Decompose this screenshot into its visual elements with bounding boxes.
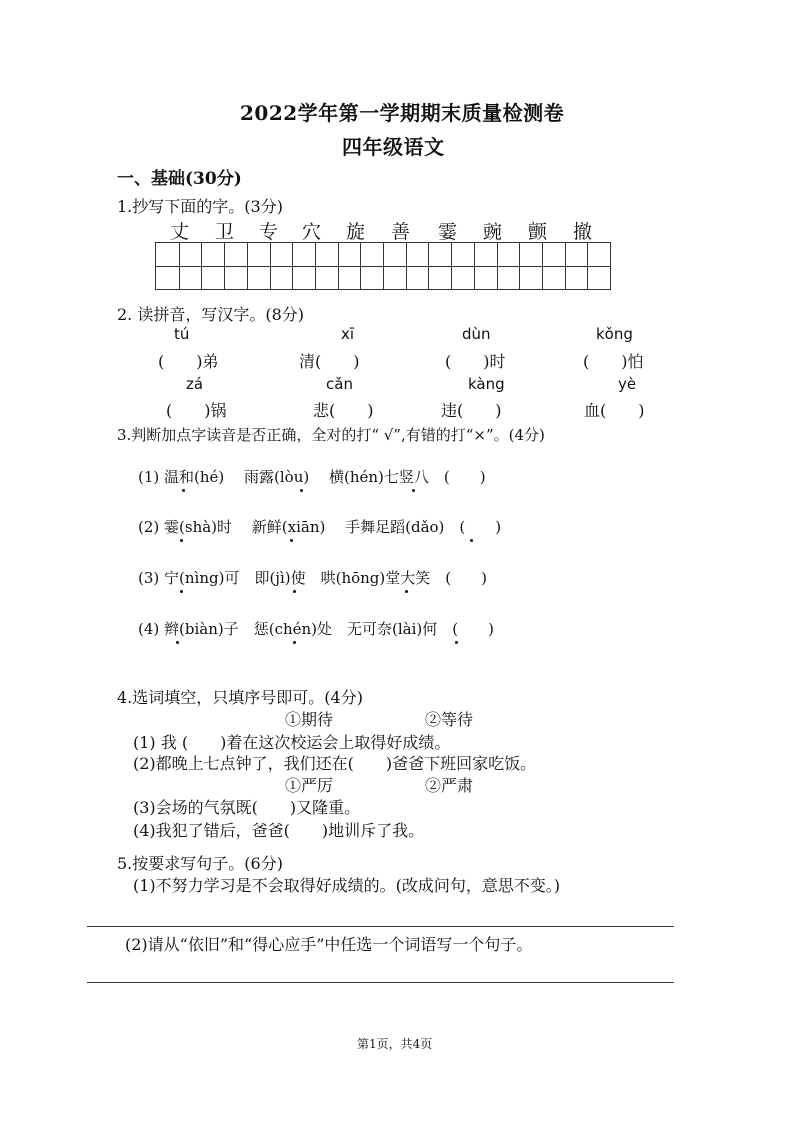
q4-sentence[interactable]: (3)会场的气氛既( )又隆重。 xyxy=(133,798,361,817)
q3-item[interactable]: (1) 温和(hé) 雨露(lòu) 横(hén)七竖八 ( ) xyxy=(138,468,486,486)
q1-char: 霎 xyxy=(438,221,458,243)
pinyin: kàng xyxy=(468,375,505,393)
q2-item[interactable]: 清( ) xyxy=(299,352,360,371)
section-heading: 一、基础(30分) xyxy=(117,169,242,189)
q4-sentence[interactable]: (2)都晚上七点钟了，我们还在( )爸爸下班回家吃饭。 xyxy=(133,754,537,773)
grid-column-line xyxy=(224,243,225,289)
pinyin: kǒng xyxy=(596,325,633,343)
q1-char: 颤 xyxy=(528,221,548,243)
grid-column-line xyxy=(428,243,429,289)
q1-prompt: 1.抄写下面的字。(3分) xyxy=(117,197,283,216)
q1-char: 善 xyxy=(391,221,411,243)
q2-item[interactable]: 悲( ) xyxy=(313,401,374,420)
emphasis-dot xyxy=(412,489,415,492)
emphasis-dot xyxy=(293,641,296,644)
grid-column-line xyxy=(270,243,271,289)
emphasis-dot xyxy=(300,489,303,492)
q1-char: 旋 xyxy=(346,221,366,243)
grid-column-line xyxy=(519,243,520,289)
q1-char: 豌 xyxy=(483,221,503,243)
grid-column-line xyxy=(451,243,452,289)
pinyin: cǎn xyxy=(326,375,353,393)
answer-line[interactable] xyxy=(87,982,674,983)
pinyin: dùn xyxy=(462,325,491,343)
exam-subtitle: 四年级语文 xyxy=(342,135,445,159)
q2-item[interactable]: ( )锅 xyxy=(166,401,227,420)
q4-prompt: 4.选词填空，只填序号即可。(4分) xyxy=(117,688,363,707)
q3-item[interactable]: (4) 辫(biàn)子 惩(chén)处 无可奈(lài)何 ( ) xyxy=(138,620,494,638)
q1-char: 专 xyxy=(259,221,279,243)
q2-item[interactable]: 血( ) xyxy=(584,401,645,420)
q1-char: 丈 xyxy=(170,221,190,243)
q2-item[interactable]: ( )怕 xyxy=(583,352,644,371)
grid-column-line xyxy=(292,243,293,289)
q5-sub1: (1)不努力学习是不会取得好成绩的。(改成问句，意思不变。) xyxy=(133,876,561,895)
emphasis-dot xyxy=(405,590,408,593)
grid-column-line xyxy=(315,243,316,289)
emphasis-dot xyxy=(176,641,179,644)
q4-option: ①期待 xyxy=(285,710,334,729)
q4-sentence[interactable]: (4)我犯了错后，爸爸( )地训斥了我。 xyxy=(133,821,425,840)
emphasis-dot xyxy=(182,489,185,492)
q4-option: ①严厉 xyxy=(285,776,334,795)
q3-item[interactable]: (2) 霎(shà)时 新鲜(xiān) 手舞足蹈(dǎo) ( ) xyxy=(138,518,502,536)
emphasis-dot xyxy=(180,590,183,593)
q3-item[interactable]: (3) 宁(nìng)可 即(jì)使 哄(hōng)堂大笑 ( ) xyxy=(138,569,487,587)
q1-char: 穴 xyxy=(302,221,322,243)
pinyin: tú xyxy=(174,325,190,343)
pinyin: zá xyxy=(186,375,204,393)
q4-sentence[interactable]: (1) 我 ( )着在这次校运会上取得好成绩。 xyxy=(133,733,451,752)
emphasis-dot xyxy=(470,539,473,542)
grid-column-line xyxy=(587,243,588,289)
q1-char: 卫 xyxy=(215,221,235,243)
grid-column-line xyxy=(497,243,498,289)
grid-column-line xyxy=(542,243,543,289)
grid-column-line xyxy=(406,243,407,289)
pinyin: yè xyxy=(618,375,637,393)
q5-sub2: (2)请从“依旧”和“得心应手”中任选一个词语写一个句子。 xyxy=(125,935,533,954)
grid-column-line xyxy=(247,243,248,289)
writing-grid[interactable] xyxy=(155,242,611,290)
page-number: 第1页，共4页 xyxy=(357,1037,433,1051)
grid-column-line xyxy=(565,243,566,289)
q1-char: 撤 xyxy=(573,221,593,243)
answer-line[interactable] xyxy=(87,926,674,927)
emphasis-dot xyxy=(455,641,458,644)
grid-column-line xyxy=(474,243,475,289)
exam-title: 2022学年第一学期期末质量检测卷 xyxy=(240,101,565,125)
q5-prompt: 5.按要求写句子。(6分) xyxy=(117,854,283,873)
q2-item[interactable]: ( )时 xyxy=(445,352,506,371)
emphasis-dot xyxy=(290,539,293,542)
grid-column-line xyxy=(360,243,361,289)
grid-column-line xyxy=(179,243,180,289)
q2-item[interactable]: ( )弟 xyxy=(158,352,219,371)
q4-option: ②严肃 xyxy=(425,776,474,795)
q2-item[interactable]: 违( ) xyxy=(441,401,502,420)
emphasis-dot xyxy=(293,590,296,593)
q4-option: ②等待 xyxy=(425,710,474,729)
q3-prompt: 3.判断加点字读音是否正确，全对的打“ √”,有错的打“×”。(4分) xyxy=(117,426,545,444)
q2-prompt: 2. 读拼音，写汉字。(8分) xyxy=(117,305,305,324)
grid-column-line xyxy=(383,243,384,289)
emphasis-dot xyxy=(180,539,183,542)
grid-column-line xyxy=(338,243,339,289)
grid-column-line xyxy=(201,243,202,289)
pinyin: xī xyxy=(341,325,355,343)
